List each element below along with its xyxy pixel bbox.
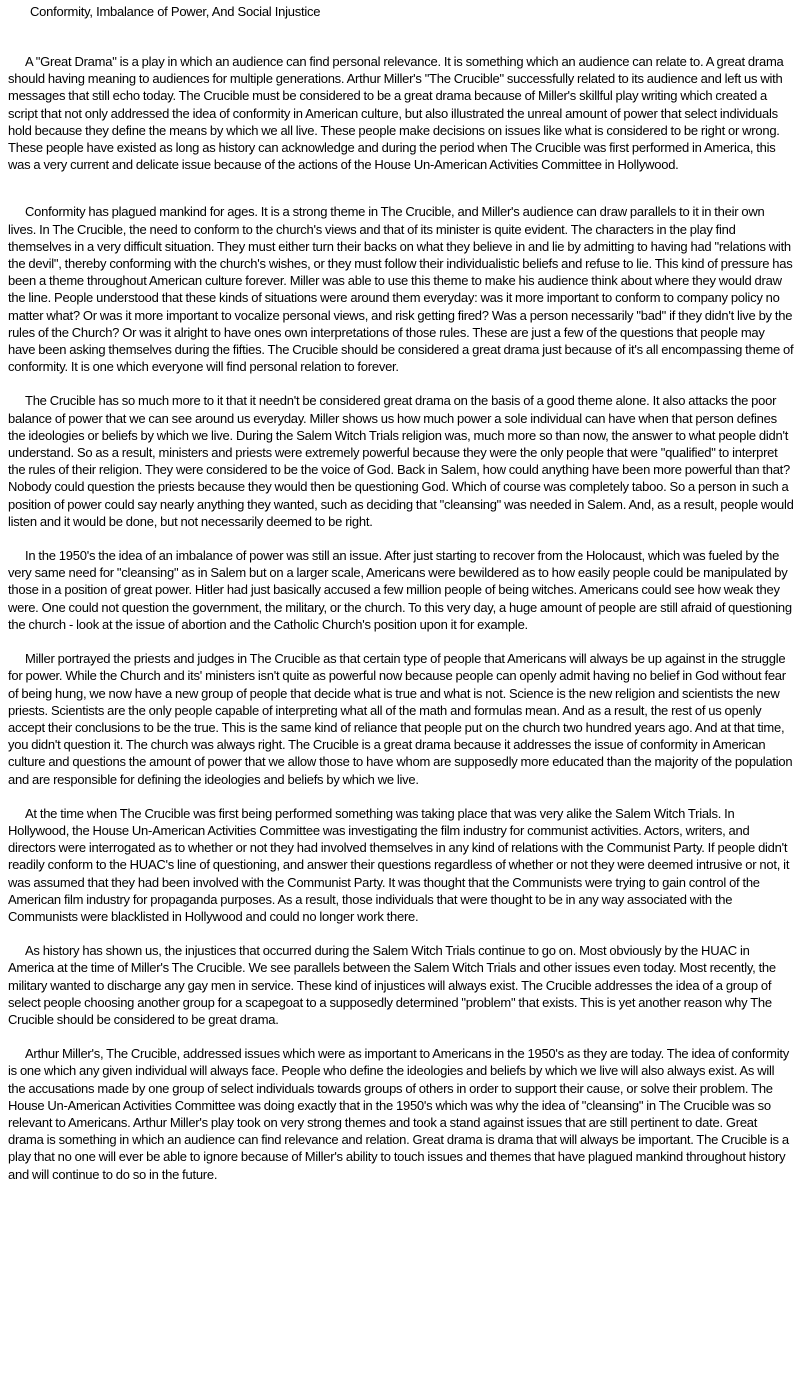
paragraph-6: At the time when The Crucible was first being performed something was taking place that was very alike the Salem Witch Trials. In Hollywood, the House Un-American Activities Committee was investigating the film industry for communist activities. Actors, writers, and directors were interrogated as to whether or not they had involved themselves in any kind of relations with the Communist Party. If people didn't readily conform to the HUAC's line of questioning, and answer their questions regardless of whether or not they were deemed intrusive or not, it was assumed that they had been involved with the Communist Party. It was thought that the Communists were trying to gain control of the American film industry for propaganda purposes. As a result, those individuals that were thought to be in any way associated with the Communists were blacklisted in Hollywood and could no longer work there.	[8, 805, 790, 924]
paragraph-7: As history has shown us, the injustices that occurred during the Salem Witch Trials continue to go on. Most obviously by the HUAC in America at the time of Miller's The Crucible. We see parallels between the Salem Witch Trials and other issues even today. Most recently, the military wanted to discharge any gay men in service. These kind of injustices will always exist. The Crucible addresses the idea of a group of select people choosing another group for a scapegoat to a supposedly determined "problem" that exists. This is yet another reason why The Crucible should be considered to be great drama.	[8, 943, 776, 1027]
paragraph-1: A "Great Drama" is a play in which an audience can find personal relevance. It is something which an audience can relate to. A great drama should having meaning to audiences for multiple generations. Arthur Miller's "The Crucible" successfully related to its audience and left us with messages that still echo today. The Crucible must be considered to be a great drama because of Miller's skillful play writing which created a script that not only addressed the idea of conformity in American culture, but also illustrated the unreal amount of power that select individuals hold because they define the means by which we all live. These people make decisions on issues like what is considered to be right or wrong. These people have existed as long as history can acknowledge and during the period when The Crucible was first performed in America, this was a very current and delicate issue because of the actions of the House Un-American Activities Committee in Hollywood.	[8, 54, 784, 173]
paragraph-2: Conformity has plagued mankind for ages. It is a strong theme in The Crucible, and Miller's audience can draw parallels to it in their own lives. In The Crucible, the need to conform to the church's views and that of its minister is quite evident. The characters in the play find themselves in a very difficult situation. They must either turn their backs on what they believe in and lie by admitting to having had "relations with the devil", thereby conforming with the church's wishes, or they must follow their individualistic beliefs and refuse to lie. This kind of pressure has been a theme throughout American culture forever. Miller was able to use this theme to make his audience think about where they would draw the line. People understood that these kinds of situations were around them everyday: was it more important to conform to company policy no matter what? Or was it more important to vocalize personal views, and risk getting fired? Was a person necessarily "bad" if they didn't live by the rules of the Church? Or was it alright to have ones own interpretations of those rules. These are just a few of the questions that people may have been asking themselves during the fifties. The Crucible should be considered a great drama just because of it's all encompassing theme of conformity. It is one which everyone will find personal relation to forever.	[8, 204, 794, 375]
essay-body	[8, 53, 794, 1200]
paragraph-3: The Crucible has so much more to it that it needn't be considered great drama on the basis of a good theme alone. It also attacks the poor balance of power that we can see around us everyday. Miller shows us how much power a sole individual can have when that person defines the ideologies or beliefs by which we live. During the Salem Witch Trials religion was, much more so than now, the answer to what people didn't understand. So as a result, ministers and priests were extremely powerful because they were the only people that were "qualified" to interpret the rules of their religion. They were considered to be the voice of God. Back in Salem, how could anything have been more powerful than that? Nobody could question the priests because they would then be questioning God. Which of course was completely taboo. So a person in such a position of power could say nearly anything they wanted, such as deciding that "cleansing" was needed in Salem. And, as a result, people would listen and it would be done, but not necessarily deemed to be right.	[8, 393, 794, 529]
paragraph-4: In the 1950's the idea of an imbalance of power was still an issue. After just starting to recover from the Holocaust, which was fueled by the very same need for "cleansing" as in Salem but on a larger scale, Americans were bewildered as to how easily people could be manipulated by those in a position of great power. Hitler had just basically accused a few million people of being witches. Americans could see how weak they were. One could not question the government, the military, or the church. To this very day, a huge amount of people are still afraid of questioning the church - look at the issue of abortion and the Catholic Church's position upon it for example.	[8, 548, 792, 632]
paragraph-8: Arthur Miller's, The Crucible, addressed issues which were as important to Americans in the 1950's as they are today. The idea of conformity is one which any given individual will always face. People who define the ideologies and beliefs by which we live will also always exist. As will the accusations made by one group of select individuals towards groups of others in order to support their cause, or solve their problem. The House Un-American Activities Committee was doing exactly that in the 1950's which was why the idea of "cleansing" in The Crucible was so relevant to Americans. Arthur Miller's play took on very strong themes and took a stand against issues that are still pertinent to date. Great drama is something in which an audience can find relevance and relation. Great drama is drama that will always be important. The Crucible is a play that no one will ever be able to ignore because of Miller's ability to touch issues and themes that have plagued mankind throughout history and will continue to do so in the future.	[8, 1046, 789, 1182]
document-title: Conformity, Imbalance of Power, And Social Injustice	[30, 4, 321, 19]
paragraph-5: Miller portrayed the priests and judges in The Crucible as that certain type of people that Americans will always be up against in the struggle for power. While the Church and its' ministers isn't quite as powerful now because people can openly admit having no belief in God without fear of being hung, we now have a new group of people that decide what is true and what is not. Science is the new religion and scientists the new priests. Scientists are the only people capable of interpreting what all of the math and formulas mean. And as a result, the rest of us openly accept their conclusions to be the true. This is the same kind of reliance that people put on the church two hundred years ago. And at that time, you didn't question it. The church was always right. The Crucible is a great drama because it addresses the issue of conformity in American culture and questions the amount of power that we allow those to have whom are supposedly more educated than the majority of the population and are responsible for defining the ideologies and beliefs by which we live.	[8, 651, 793, 787]
